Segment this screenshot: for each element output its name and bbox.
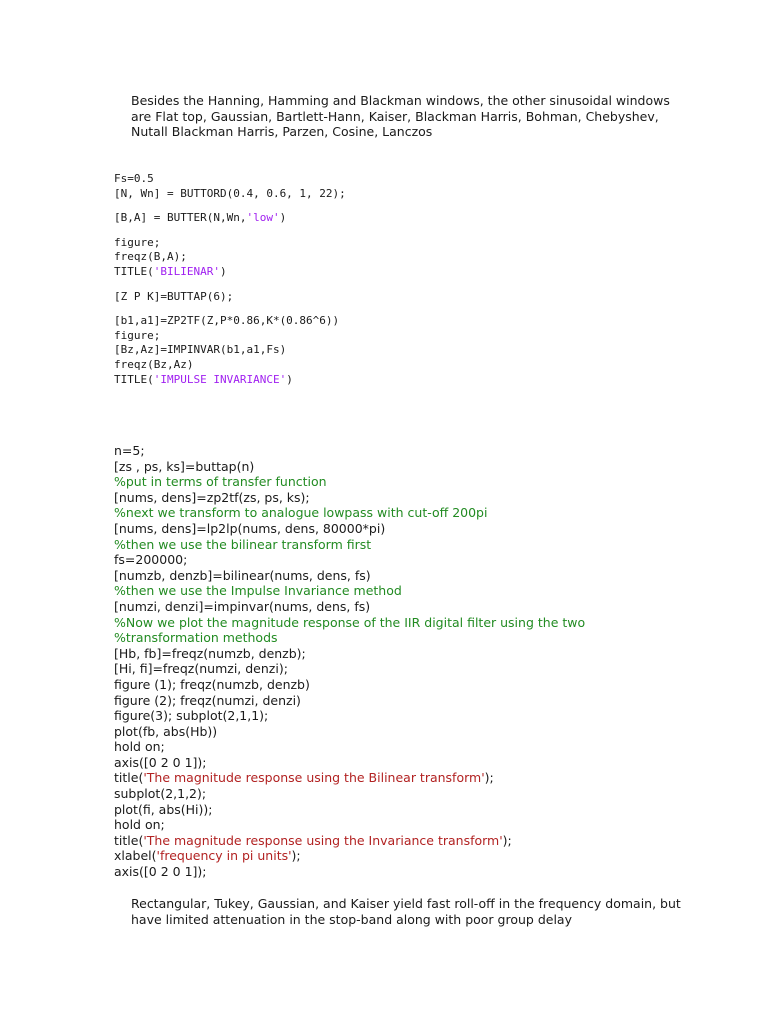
code-line: title('The magnitude response using the Bilinear transform'); bbox=[114, 770, 494, 786]
code-block-iir-comparison bbox=[114, 443, 754, 880]
code-line: hold on; bbox=[114, 739, 165, 755]
string-literal: 'frequency in pi units' bbox=[156, 848, 292, 864]
intro-paragraph: Besides the Hanning, Hamming and Blackman windows, the other sinusoidal windows are Flat top, Gaussian, Bartlett-Hann, Kaiser, Blackman Harris, Bohman, Chebyshev, Nutall Blackman Harris, Parzen, Cosine, Lanczos bbox=[131, 93, 670, 139]
code-comment: %then we use the Impulse Invariance method bbox=[114, 583, 402, 599]
code-line: [Bz,Az]=IMPINVAR(b1,a1,Fs) bbox=[114, 343, 287, 357]
code-line: freqz(B,A); bbox=[114, 250, 187, 264]
code-line: TITLE('BILIENAR') bbox=[114, 264, 227, 278]
code-line: [N, Wn] = BUTTORD(0.4, 0.6, 1, 22); bbox=[114, 186, 346, 200]
code-line: axis([0 2 0 1]); bbox=[114, 754, 207, 770]
code-comment: %then we use the bilinear transform first bbox=[114, 536, 372, 552]
code-line: figure; bbox=[114, 328, 161, 342]
code-line: [nums, dens]=lp2lp(nums, dens, 80000*pi) bbox=[114, 520, 386, 536]
string-literal: 'low' bbox=[246, 211, 280, 225]
code-line: xlabel('frequency in pi units'); bbox=[114, 848, 301, 864]
code-line: figure (2); freqz(numzi, denzi) bbox=[114, 692, 301, 708]
code-line: freqz(Bz,Az) bbox=[114, 357, 194, 371]
code-line: [nums, dens]=zp2tf(zs, ps, ks); bbox=[114, 489, 310, 505]
code-line: fs=200000; bbox=[114, 552, 188, 568]
code-line: plot(fb, abs(Hb)) bbox=[114, 723, 218, 739]
code-comment: %Now we plot the magnitude response of the IIR digital filter using the two bbox=[114, 614, 586, 630]
code-line: [zs , ps, ks]=buttap(n) bbox=[114, 458, 255, 474]
code-line: title('The magnitude response using the Invariance transform'); bbox=[114, 832, 512, 848]
code-line: [numzi, denzi]=impinvar(nums, dens, fs) bbox=[114, 598, 371, 614]
code-line: axis([0 2 0 1]); bbox=[114, 864, 207, 880]
code-line: [b1,a1]=ZP2TF(Z,P*0.86,K*(0.86^6)) bbox=[114, 314, 340, 328]
string-literal: 'IMPULSE INVARIANCE' bbox=[153, 372, 287, 386]
code-line: [Hb, fb]=freqz(numzb, denzb); bbox=[114, 645, 306, 661]
code-line: hold on; bbox=[114, 817, 165, 833]
code-line: subplot(2,1,2); bbox=[114, 786, 207, 802]
code-comment: %put in terms of transfer function bbox=[114, 474, 327, 490]
code-line: plot(fi, abs(Hi)); bbox=[114, 801, 213, 817]
code-line: figure; bbox=[114, 235, 161, 249]
string-literal: 'The magnitude response using the Bilinear transform' bbox=[143, 770, 485, 786]
string-literal: 'BILIENAR' bbox=[153, 264, 220, 278]
code-line: n=5; bbox=[114, 443, 145, 458]
code-line: [Hi, fi]=freqz(numzi, denzi); bbox=[114, 661, 288, 677]
code-comment: %next we transform to analogue lowpass with cut-off 200pi bbox=[114, 505, 488, 521]
outro-paragraph: Rectangular, Tukey, Gaussian, and Kaiser yield fast roll-off in the frequency domain, but have limited attenuation in the stop-band along with poor group delay bbox=[131, 896, 681, 927]
code-line: TITLE('IMPULSE INVARIANCE') bbox=[114, 372, 293, 386]
code-line: figure (1); freqz(numzb, denzb) bbox=[114, 676, 310, 692]
code-comment: %transformation methods bbox=[114, 630, 278, 646]
code-line: [B,A] = BUTTER(N,Wn,'low') bbox=[114, 211, 287, 225]
code-line: figure(3); subplot(2,1,1); bbox=[114, 708, 269, 724]
code-line: [numzb, denzb]=bilinear(nums, dens, fs) bbox=[114, 567, 371, 583]
code-line: Fs=0.5 bbox=[114, 172, 154, 185]
string-literal: 'The magnitude response using the Invariance transform' bbox=[143, 832, 503, 848]
code-block-filter-design bbox=[114, 172, 754, 387]
code-line: [Z P K]=BUTTAP(6); bbox=[114, 289, 234, 303]
